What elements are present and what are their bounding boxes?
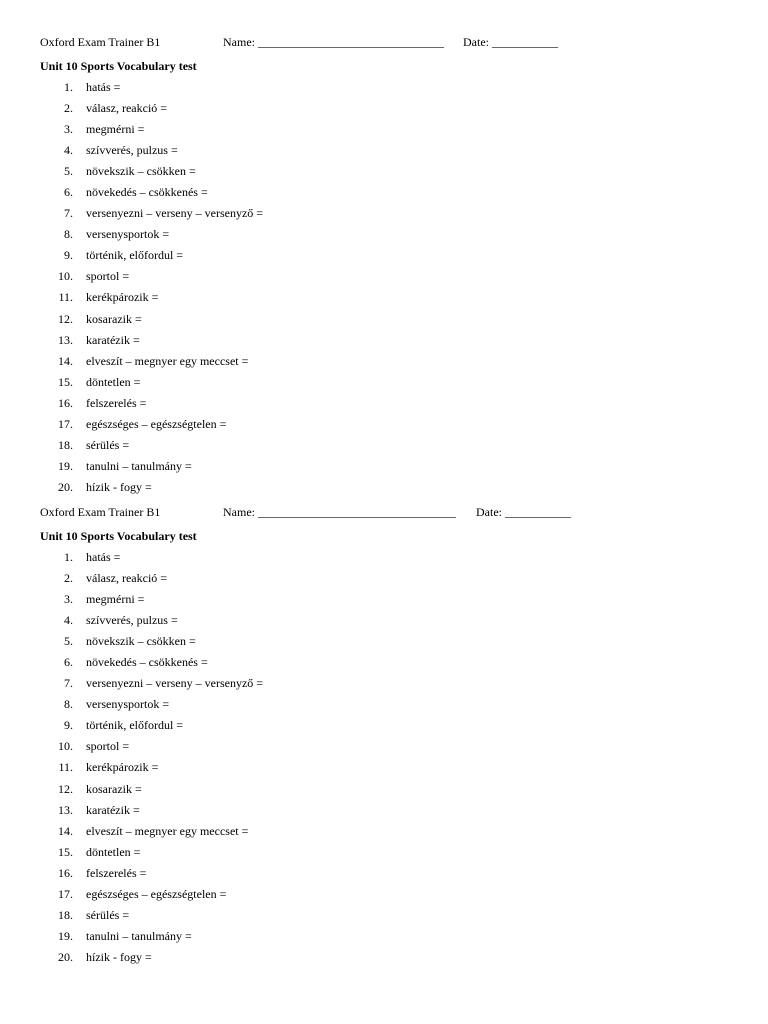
item-number: 12. bbox=[58, 781, 73, 796]
list-item bbox=[40, 416, 740, 437]
item-text: válasz, reakció = bbox=[86, 571, 168, 586]
item-number: 20. bbox=[58, 949, 73, 964]
list-item bbox=[40, 570, 740, 591]
list-item bbox=[40, 205, 740, 226]
item-text: növekszik – csökken = bbox=[86, 634, 196, 649]
item-number: 1. bbox=[64, 550, 73, 564]
item-text: kosarazik = bbox=[86, 311, 142, 326]
item-number: 3. bbox=[64, 592, 73, 607]
item-text: egészséges – egészségtelen = bbox=[86, 416, 227, 431]
list-item bbox=[40, 79, 740, 100]
item-number: 1. bbox=[64, 80, 73, 94]
item-text: megmérni = bbox=[86, 122, 145, 137]
list-item bbox=[40, 549, 740, 570]
item-number: 14. bbox=[58, 353, 73, 368]
item-number: 2. bbox=[64, 101, 73, 116]
list-item bbox=[40, 717, 740, 738]
item-number: 10. bbox=[58, 269, 73, 284]
name-field: Name: _________________________________ bbox=[223, 505, 456, 519]
item-number: 9. bbox=[64, 248, 73, 263]
list-item bbox=[40, 612, 740, 633]
list-item bbox=[40, 633, 740, 654]
list-item bbox=[40, 738, 740, 759]
item-number: 19. bbox=[58, 928, 73, 943]
item-text: hatás = bbox=[86, 550, 121, 564]
item-text: kerékpározik = bbox=[86, 290, 159, 305]
item-text: tanulni – tanulmány = bbox=[86, 458, 192, 473]
item-text: sportol = bbox=[86, 739, 130, 754]
item-number: 19. bbox=[58, 458, 73, 473]
item-number: 3. bbox=[64, 122, 73, 137]
list-item bbox=[40, 675, 740, 696]
course-title: Oxford Exam Trainer B1 bbox=[40, 35, 161, 49]
list-item bbox=[40, 163, 740, 184]
item-number: 6. bbox=[64, 655, 73, 670]
worksheet-header bbox=[40, 34, 740, 50]
list-item bbox=[40, 311, 740, 332]
list-item bbox=[40, 479, 740, 500]
item-number: 5. bbox=[64, 634, 73, 649]
item-number: 10. bbox=[58, 739, 73, 754]
date-field: Date: ___________ bbox=[476, 505, 571, 519]
item-number: 18. bbox=[58, 437, 73, 452]
item-number: 13. bbox=[58, 802, 73, 817]
item-text: felszerelés = bbox=[86, 395, 147, 410]
item-text: egészséges – egészségtelen = bbox=[86, 886, 227, 901]
item-text: növekedés – csökkenés = bbox=[86, 185, 208, 200]
item-number: 20. bbox=[58, 479, 73, 494]
list-item bbox=[40, 949, 740, 970]
item-text: döntetlen = bbox=[86, 374, 141, 389]
list-item bbox=[40, 458, 740, 479]
item-text: növekedés – csökkenés = bbox=[86, 655, 208, 670]
item-number: 6. bbox=[64, 185, 73, 200]
item-number: 15. bbox=[58, 374, 73, 389]
item-number: 16. bbox=[58, 865, 73, 880]
item-text: válasz, reakció = bbox=[86, 101, 168, 116]
worksheet-2 bbox=[40, 504, 740, 970]
item-text: növekszik – csökken = bbox=[86, 164, 196, 179]
item-number: 9. bbox=[64, 718, 73, 733]
list-item bbox=[40, 353, 740, 374]
item-number: 5. bbox=[64, 164, 73, 179]
worksheet-header bbox=[40, 504, 740, 520]
item-text: döntetlen = bbox=[86, 844, 141, 859]
item-number: 15. bbox=[58, 844, 73, 859]
item-text: történik, előfordul = bbox=[86, 248, 184, 263]
list-item bbox=[40, 226, 740, 247]
list-item bbox=[40, 781, 740, 802]
item-number: 2. bbox=[64, 571, 73, 586]
list-item bbox=[40, 823, 740, 844]
item-text: felszerelés = bbox=[86, 865, 147, 880]
item-text: elveszít – megnyer egy meccset = bbox=[86, 353, 249, 368]
list-item bbox=[40, 395, 740, 416]
item-text: versenysportok = bbox=[86, 697, 170, 712]
item-text: sérülés = bbox=[86, 437, 130, 452]
list-item bbox=[40, 100, 740, 121]
item-text: sérülés = bbox=[86, 907, 130, 922]
item-text: hatás = bbox=[86, 80, 121, 94]
item-text: versenyezni – verseny – versenyző = bbox=[86, 206, 264, 221]
item-text: megmérni = bbox=[86, 592, 145, 607]
item-text: hízik - fogy = bbox=[86, 949, 152, 964]
item-text: karatézik = bbox=[86, 332, 140, 347]
list-item bbox=[40, 654, 740, 675]
item-text: versenysportok = bbox=[86, 227, 170, 242]
item-text: történik, előfordul = bbox=[86, 718, 184, 733]
item-text: karatézik = bbox=[86, 802, 140, 817]
worksheet-1 bbox=[40, 34, 740, 500]
item-text: sportol = bbox=[86, 269, 130, 284]
item-number: 14. bbox=[58, 823, 73, 838]
item-number: 16. bbox=[58, 395, 73, 410]
list-item bbox=[40, 437, 740, 458]
list-item bbox=[40, 247, 740, 268]
list-item bbox=[40, 865, 740, 886]
list-item bbox=[40, 591, 740, 612]
list-item bbox=[40, 332, 740, 353]
list-item bbox=[40, 696, 740, 717]
list-item bbox=[40, 928, 740, 949]
item-text: szívverés, pulzus = bbox=[86, 143, 178, 158]
list-item bbox=[40, 268, 740, 289]
item-text: kerékpározik = bbox=[86, 760, 159, 775]
item-text: elveszít – megnyer egy meccset = bbox=[86, 823, 249, 838]
item-number: 13. bbox=[58, 332, 73, 347]
item-number: 7. bbox=[64, 206, 73, 221]
item-text: versenyezni – verseny – versenyző = bbox=[86, 676, 264, 691]
list-item bbox=[40, 121, 740, 142]
item-number: 4. bbox=[64, 143, 73, 158]
list-item bbox=[40, 886, 740, 907]
item-number: 11. bbox=[58, 760, 73, 775]
item-text: kosarazik = bbox=[86, 781, 142, 796]
list-item bbox=[40, 184, 740, 205]
item-text: szívverés, pulzus = bbox=[86, 613, 178, 628]
item-number: 18. bbox=[58, 907, 73, 922]
item-number: 4. bbox=[64, 613, 73, 628]
item-number: 11. bbox=[58, 290, 73, 305]
item-text: hízik - fogy = bbox=[86, 479, 152, 494]
item-number: 12. bbox=[58, 311, 73, 326]
item-number: 8. bbox=[64, 227, 73, 242]
item-text: tanulni – tanulmány = bbox=[86, 928, 192, 943]
name-field: Name: _______________________________ bbox=[223, 35, 444, 49]
list-item bbox=[40, 844, 740, 865]
item-number: 7. bbox=[64, 676, 73, 691]
course-title: Oxford Exam Trainer B1 bbox=[40, 505, 161, 519]
list-item bbox=[40, 907, 740, 928]
list-item bbox=[40, 802, 740, 823]
item-number: 17. bbox=[58, 886, 73, 901]
item-number: 8. bbox=[64, 697, 73, 712]
list-item bbox=[40, 142, 740, 163]
vocabulary-list bbox=[40, 79, 740, 500]
list-item bbox=[40, 374, 740, 395]
date-field: Date: ___________ bbox=[463, 35, 558, 49]
unit-title: Unit 10 Sports Vocabulary test bbox=[40, 529, 197, 543]
list-item bbox=[40, 759, 740, 780]
vocabulary-list bbox=[40, 549, 740, 970]
list-item bbox=[40, 289, 740, 310]
item-number: 17. bbox=[58, 416, 73, 431]
unit-title: Unit 10 Sports Vocabulary test bbox=[40, 59, 197, 73]
